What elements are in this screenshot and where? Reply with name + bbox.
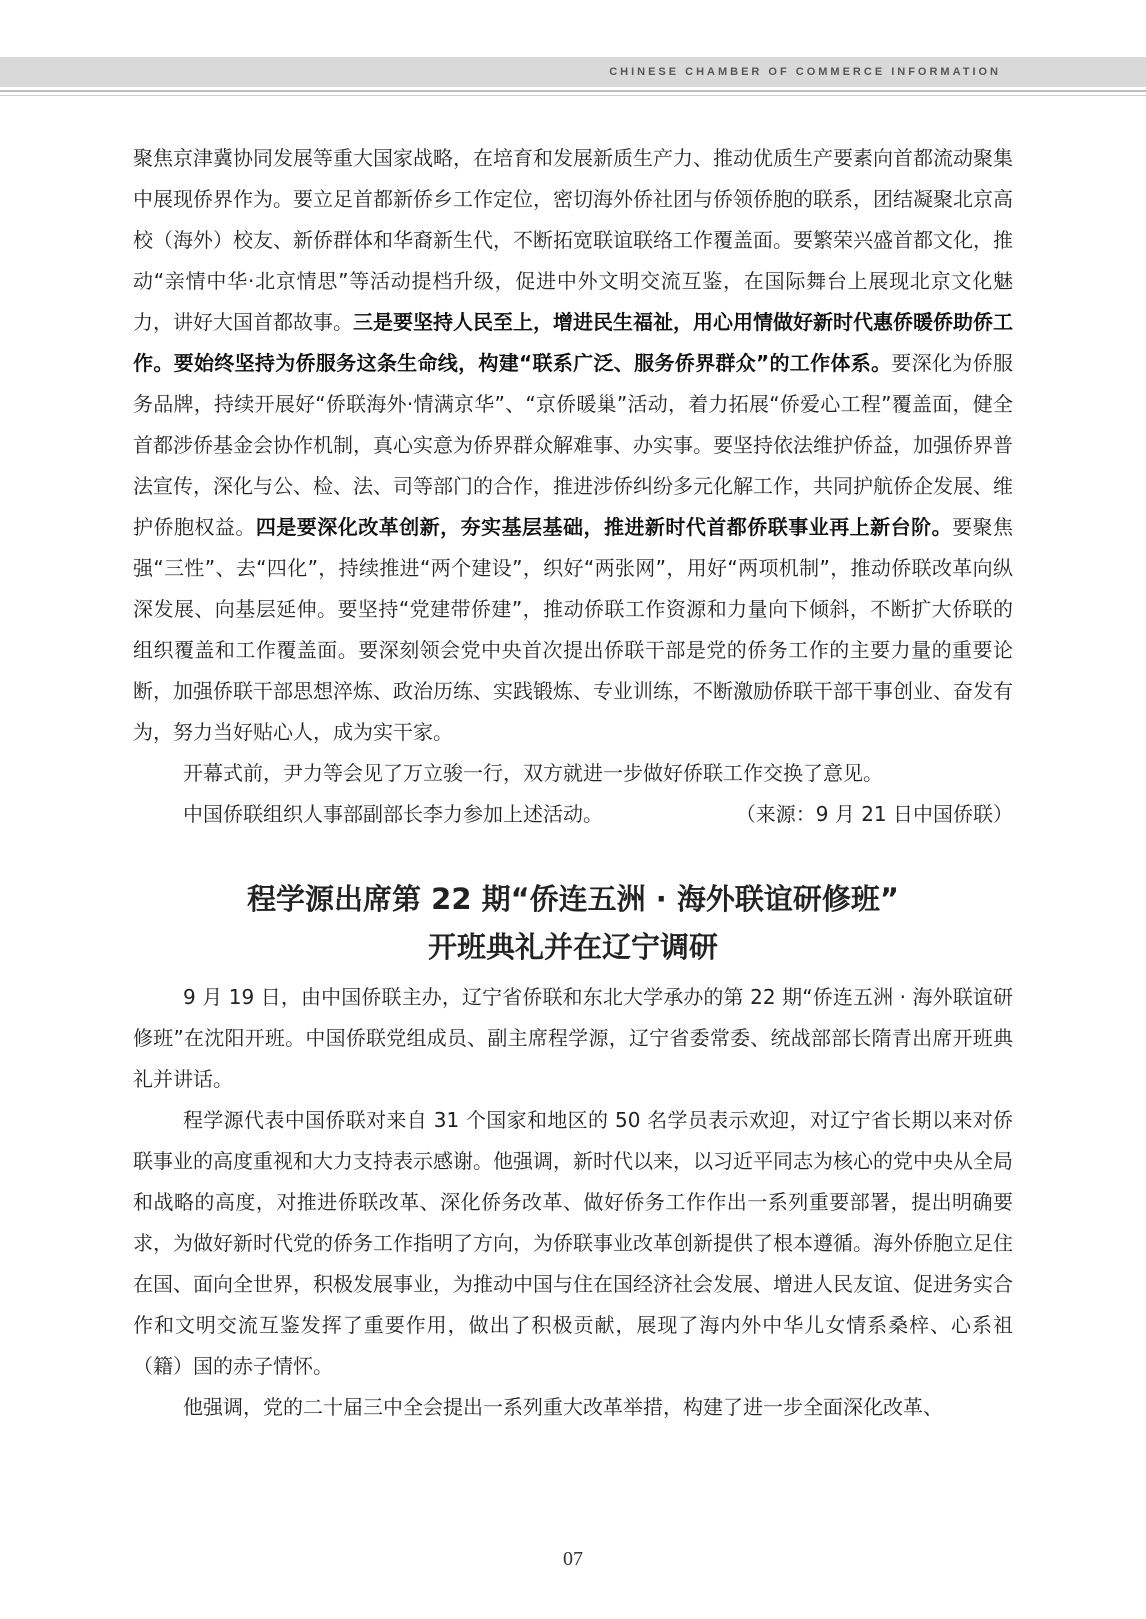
article2-title <box>133 875 1013 971</box>
article2-paragraph-3: 他强调，党的二十届三中全会提出一系列重大改革举措，构建了进一步全面深化改革、 <box>183 1395 943 1419</box>
article2-paragraph-1: 9 月 19 日，由中国侨联主办，辽宁省侨联和东北大学承办的第 22 期“侨连五洲 · 海外联谊研修班”在沈阳开班。中国侨联党组成员、副主席程学源，辽宁省委常委、统战部部长隋青出席开班典礼并讲话。 <box>133 985 1013 1091</box>
article1-paragraph-1 <box>133 138 1013 753</box>
page-number: 07 <box>563 1548 583 1570</box>
header-divider-thin <box>0 95 1146 96</box>
page-content <box>133 138 1013 1428</box>
text-run: 聚焦京津冀协同发展等重大国家战略，在培育和发展新质生产力、推动优质生产要素向首都流动聚集中展现侨界作为。要立足首都新侨乡工作定位，密切海外侨社团与侨领侨胞的联系，团结凝聚北京高校（海外）校友、新侨群体和华裔新生代，不断拓宽联谊联络工作覆盖面。要繁荣兴盛首都文化，推动“亲情中华·北京情思”等活动提档升级，促进中外文明交流互鉴，在国际舞台上展现北京文化魅力，讲好大国首都故事。 <box>133 146 1013 334</box>
attendee-note: 中国侨联组织人事部副部长李力参加上述活动。 <box>183 802 603 826</box>
publication-name: CHINESE CHAMBER OF COMMERCE INFORMATION <box>609 66 1001 78</box>
bold-point-four: 四是要深化改革创新，夯实基层基础，推进新时代首都侨联事业再上新台阶。 <box>255 515 953 539</box>
source-note: （来源：9 月 21 日中国侨联） <box>735 802 1013 826</box>
text-run: 要聚焦强“三性”、去“四化”，持续推进“两个建设”，织好“两张网”，用好“两项机制”，推动侨联改革向纵深发展、向基层延伸。要坚持“党建带侨建”，推动侨联工作资源和力量向下倾斜，不断扩大侨联的组织覆盖和工作覆盖面。要深刻领会党中央首次提出侨联干部是党的侨务工作的主要力量的重要论断，加强侨联干部思想淬炼、政治历练、实践锻炼、专业训练，不断激励侨联干部干事创业、奋发有为，努力当好贴心人，成为实干家。 <box>133 515 1014 744</box>
title-line-2: 开班典礼并在辽宁调研 <box>427 930 718 964</box>
article1-paragraph-3 <box>133 794 1013 835</box>
text-run: 要深化为侨服务品牌，持续开展好“侨联海外·情满京华”、“京侨暖巢”活动，着力拓展“侨爱心工程”覆盖面，健全首都涉侨基金会协作机制，真心实意为侨界群众解难事、办实事。要坚持依法维护侨益，加强侨界普法宣传，深化与公、检、法、司等部门的合作，推进涉侨纠纷多元化解工作，共同护航侨企发展、维护侨胞权益。 <box>133 351 1014 539</box>
header-divider <box>0 90 1146 92</box>
title-line-1: 程学源出席第 22 期“侨连五洲 · 海外联谊研修班” <box>247 882 899 916</box>
article1-paragraph-2: 开幕式前，尹力等会见了万立骏一行，双方就进一步做好侨联工作交换了意见。 <box>183 761 883 785</box>
article2-paragraph-2: 程学源代表中国侨联对来自 31 个国家和地区的 50 名学员表示欢迎，对辽宁省长期以来对侨联事业的高度重视和大力支持表示感谢。他强调，新时代以来，以习近平同志为核心的党中央从全局和战略的高度，对推进侨联改革、深化侨务改革、做好侨务工作作出一系列重要部署，提出明确要求，为做好新时代党的侨务工作指明了方向，为侨联事业改革创新提供了根本遵循。海外侨胞立足住在国、面向全世界，积极发展事业，为推动中国与住在国经济社会发展、增进人民友谊、促进务实合作和文明交流互鉴发挥了重要作用，做出了积极贡献，展现了海内外中华儿女情系桑梓、心系祖（籍）国的赤子情怀。 <box>133 1108 1013 1378</box>
bold-point-three: 三是要坚持人民至上，增进民生福祉，用心用情做好新时代惠侨暖侨助侨工作。要始终坚持为侨服务这条生命线，构建“联系广泛、服务侨界群众”的工作体系。 <box>133 310 1013 375</box>
